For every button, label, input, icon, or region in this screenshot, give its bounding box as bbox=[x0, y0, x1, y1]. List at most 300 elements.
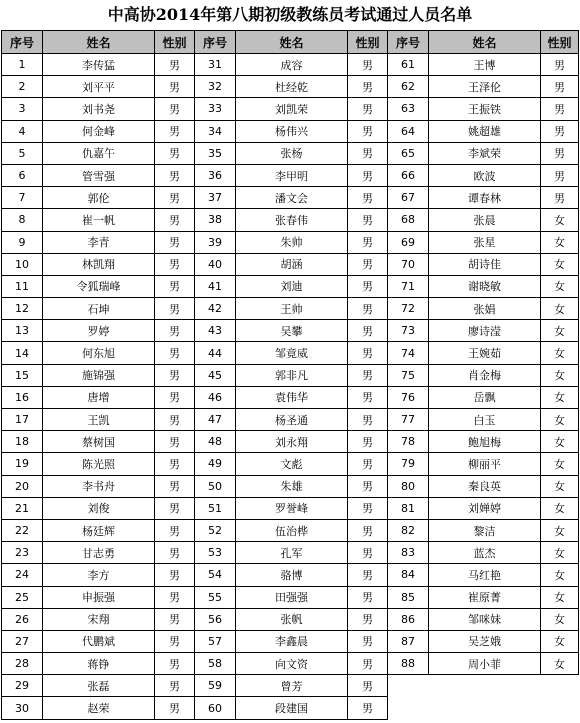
cell-no: 60 bbox=[195, 697, 236, 719]
cell-no: 2 bbox=[2, 76, 43, 98]
cell-no: 86 bbox=[388, 608, 429, 630]
cell-name: 白玉 bbox=[429, 409, 541, 431]
cell-sex: 男 bbox=[348, 542, 388, 564]
table-row bbox=[2, 54, 579, 76]
cell-name: 胡涵 bbox=[236, 253, 348, 275]
cell-sex: 男 bbox=[348, 275, 388, 297]
cell-no: 23 bbox=[2, 542, 43, 564]
table-row bbox=[2, 275, 579, 297]
table-row bbox=[2, 409, 579, 431]
cell-no: 51 bbox=[195, 497, 236, 519]
cell-sex: 男 bbox=[541, 98, 579, 120]
cell-sex: 女 bbox=[541, 453, 579, 475]
header-sex: 性别 bbox=[348, 31, 388, 54]
cell-no: 54 bbox=[195, 564, 236, 586]
cell-no: 77 bbox=[388, 409, 429, 431]
cell-sex: 男 bbox=[348, 76, 388, 98]
cell-name: 刘迪 bbox=[236, 275, 348, 297]
cell-sex: 女 bbox=[541, 253, 579, 275]
cell-sex: 女 bbox=[541, 364, 579, 386]
cell-sex: 女 bbox=[541, 409, 579, 431]
cell-no: 1 bbox=[2, 54, 43, 76]
cell-no: 30 bbox=[2, 697, 43, 719]
cell-no: 55 bbox=[195, 586, 236, 608]
cell-no: 43 bbox=[195, 320, 236, 342]
cell-sex: 男 bbox=[155, 386, 195, 408]
cell-no: 25 bbox=[2, 586, 43, 608]
cell-sex: 男 bbox=[348, 98, 388, 120]
cell-sex: 女 bbox=[541, 630, 579, 652]
cell-name: 马红艳 bbox=[429, 564, 541, 586]
cell-name: 刘平平 bbox=[43, 76, 155, 98]
cell-name: 赵荣 bbox=[43, 697, 155, 719]
cell-sex: 男 bbox=[348, 630, 388, 652]
cell-name: 李书舟 bbox=[43, 475, 155, 497]
cell-name: 蔡树国 bbox=[43, 431, 155, 453]
table-row bbox=[2, 76, 579, 98]
cell-no: 85 bbox=[388, 586, 429, 608]
cell-name: 李方 bbox=[43, 564, 155, 586]
cell-no: 34 bbox=[195, 120, 236, 142]
cell-sex: 男 bbox=[348, 187, 388, 209]
cell-name: 岳飘 bbox=[429, 386, 541, 408]
cell-sex: 男 bbox=[348, 519, 388, 541]
cell-name: 李斌荣 bbox=[429, 142, 541, 164]
cell-name: 刘婵婷 bbox=[429, 497, 541, 519]
cell-name: 王婉茹 bbox=[429, 342, 541, 364]
cell-no: 58 bbox=[195, 653, 236, 675]
cell-sex: 女 bbox=[541, 231, 579, 253]
cell-sex: 男 bbox=[541, 142, 579, 164]
cell-no: 12 bbox=[2, 298, 43, 320]
cell-sex: 男 bbox=[155, 164, 195, 186]
table-row bbox=[2, 320, 579, 342]
cell-no: 9 bbox=[2, 231, 43, 253]
cell-name: 唐增 bbox=[43, 386, 155, 408]
cell-no: 46 bbox=[195, 386, 236, 408]
cell-name: 张杨 bbox=[236, 142, 348, 164]
cell-name: 施锦强 bbox=[43, 364, 155, 386]
cell-no: 61 bbox=[388, 54, 429, 76]
cell-name: 崔原菁 bbox=[429, 586, 541, 608]
cell-sex: 男 bbox=[155, 275, 195, 297]
cell-name: 吴芝娥 bbox=[429, 630, 541, 652]
table-row bbox=[2, 697, 579, 719]
cell-sex: 男 bbox=[348, 253, 388, 275]
cell-sex: 女 bbox=[541, 342, 579, 364]
cell-name: 刘永翔 bbox=[236, 431, 348, 453]
empty-cell bbox=[388, 697, 579, 719]
cell-no: 15 bbox=[2, 364, 43, 386]
cell-name: 成容 bbox=[236, 54, 348, 76]
cell-no: 27 bbox=[2, 630, 43, 652]
cell-name: 向文资 bbox=[236, 653, 348, 675]
cell-sex: 男 bbox=[155, 209, 195, 231]
cell-sex: 男 bbox=[155, 453, 195, 475]
cell-name: 潘文会 bbox=[236, 187, 348, 209]
cell-no: 19 bbox=[2, 453, 43, 475]
table-row bbox=[2, 630, 579, 652]
cell-no: 20 bbox=[2, 475, 43, 497]
table-row bbox=[2, 453, 579, 475]
cell-no: 16 bbox=[2, 386, 43, 408]
cell-no: 33 bbox=[195, 98, 236, 120]
cell-no: 79 bbox=[388, 453, 429, 475]
cell-no: 49 bbox=[195, 453, 236, 475]
cell-name: 刘俊 bbox=[43, 497, 155, 519]
cell-name: 张磊 bbox=[43, 675, 155, 697]
cell-no: 37 bbox=[195, 187, 236, 209]
cell-no: 52 bbox=[195, 519, 236, 541]
cell-no: 5 bbox=[2, 142, 43, 164]
cell-sex: 男 bbox=[155, 364, 195, 386]
cell-sex: 女 bbox=[541, 475, 579, 497]
page-title: 中高协2014年第八期初级教练员考试通过人员名单 bbox=[107, 5, 473, 24]
cell-no: 87 bbox=[388, 630, 429, 652]
table-row bbox=[2, 564, 579, 586]
cell-name: 曾芳 bbox=[236, 675, 348, 697]
cell-name: 罗婷 bbox=[43, 320, 155, 342]
table-row bbox=[2, 497, 579, 519]
cell-no: 65 bbox=[388, 142, 429, 164]
cell-sex: 男 bbox=[348, 164, 388, 186]
cell-sex: 男 bbox=[155, 320, 195, 342]
cell-sex: 男 bbox=[348, 475, 388, 497]
cell-no: 81 bbox=[388, 497, 429, 519]
cell-no: 59 bbox=[195, 675, 236, 697]
header-name: 姓名 bbox=[236, 31, 348, 54]
cell-no: 78 bbox=[388, 431, 429, 453]
cell-name: 罗誉峰 bbox=[236, 497, 348, 519]
cell-name: 杨廷辉 bbox=[43, 519, 155, 541]
cell-sex: 男 bbox=[155, 608, 195, 630]
cell-sex: 男 bbox=[155, 54, 195, 76]
cell-name: 何金峰 bbox=[43, 120, 155, 142]
cell-sex: 男 bbox=[155, 675, 195, 697]
cell-name: 王博 bbox=[429, 54, 541, 76]
header-no: 序号 bbox=[2, 31, 43, 54]
header-sex: 性别 bbox=[155, 31, 195, 54]
cell-no: 82 bbox=[388, 519, 429, 541]
cell-name: 仇嘉午 bbox=[43, 142, 155, 164]
cell-name: 张星 bbox=[429, 231, 541, 253]
cell-no: 69 bbox=[388, 231, 429, 253]
cell-name: 何东旭 bbox=[43, 342, 155, 364]
cell-sex: 女 bbox=[541, 386, 579, 408]
cell-sex: 男 bbox=[155, 586, 195, 608]
table-row bbox=[2, 231, 579, 253]
cell-name: 甘志勇 bbox=[43, 542, 155, 564]
cell-sex: 男 bbox=[348, 298, 388, 320]
cell-sex: 男 bbox=[348, 120, 388, 142]
cell-name: 秦良英 bbox=[429, 475, 541, 497]
cell-sex: 男 bbox=[541, 164, 579, 186]
cell-sex: 男 bbox=[155, 231, 195, 253]
table-row bbox=[2, 120, 579, 142]
cell-no: 18 bbox=[2, 431, 43, 453]
cell-name: 李传猛 bbox=[43, 54, 155, 76]
cell-name: 鲍旭梅 bbox=[429, 431, 541, 453]
cell-name: 柳丽平 bbox=[429, 453, 541, 475]
cell-sex: 女 bbox=[541, 608, 579, 630]
cell-sex: 男 bbox=[348, 364, 388, 386]
cell-no: 83 bbox=[388, 542, 429, 564]
cell-no: 42 bbox=[195, 298, 236, 320]
table-row bbox=[2, 542, 579, 564]
cell-name: 李青 bbox=[43, 231, 155, 253]
cell-no: 66 bbox=[388, 164, 429, 186]
cell-no: 88 bbox=[388, 653, 429, 675]
cell-no: 7 bbox=[2, 187, 43, 209]
header-no: 序号 bbox=[388, 31, 429, 54]
cell-no: 4 bbox=[2, 120, 43, 142]
cell-sex: 男 bbox=[155, 76, 195, 98]
table-row bbox=[2, 209, 579, 231]
table-row bbox=[2, 386, 579, 408]
cell-sex: 男 bbox=[155, 409, 195, 431]
cell-no: 17 bbox=[2, 409, 43, 431]
cell-name: 石坤 bbox=[43, 298, 155, 320]
cell-name: 孔军 bbox=[236, 542, 348, 564]
cell-name: 王凯 bbox=[43, 409, 155, 431]
table-row bbox=[2, 431, 579, 453]
cell-sex: 男 bbox=[541, 76, 579, 98]
cell-sex: 男 bbox=[155, 98, 195, 120]
cell-no: 80 bbox=[388, 475, 429, 497]
cell-no: 74 bbox=[388, 342, 429, 364]
cell-no: 31 bbox=[195, 54, 236, 76]
cell-sex: 女 bbox=[541, 653, 579, 675]
cell-sex: 男 bbox=[348, 409, 388, 431]
header-row bbox=[2, 31, 579, 54]
cell-no: 62 bbox=[388, 76, 429, 98]
cell-sex: 男 bbox=[348, 608, 388, 630]
cell-sex: 男 bbox=[155, 653, 195, 675]
cell-no: 84 bbox=[388, 564, 429, 586]
cell-no: 64 bbox=[388, 120, 429, 142]
roster-body bbox=[2, 54, 579, 720]
cell-no: 29 bbox=[2, 675, 43, 697]
cell-sex: 男 bbox=[155, 298, 195, 320]
cell-no: 53 bbox=[195, 542, 236, 564]
cell-name: 朱雄 bbox=[236, 475, 348, 497]
cell-name: 张娟 bbox=[429, 298, 541, 320]
cell-name: 宋翔 bbox=[43, 608, 155, 630]
cell-sex: 女 bbox=[541, 275, 579, 297]
cell-no: 45 bbox=[195, 364, 236, 386]
cell-sex: 男 bbox=[348, 653, 388, 675]
cell-no: 40 bbox=[195, 253, 236, 275]
cell-name: 欧波 bbox=[429, 164, 541, 186]
header-sex: 性别 bbox=[541, 31, 579, 54]
cell-no: 76 bbox=[388, 386, 429, 408]
cell-sex: 男 bbox=[348, 209, 388, 231]
cell-sex: 男 bbox=[541, 187, 579, 209]
cell-sex: 女 bbox=[541, 298, 579, 320]
cell-no: 56 bbox=[195, 608, 236, 630]
cell-no: 21 bbox=[2, 497, 43, 519]
cell-no: 39 bbox=[195, 231, 236, 253]
cell-sex: 男 bbox=[155, 564, 195, 586]
cell-name: 申振强 bbox=[43, 586, 155, 608]
table-row bbox=[2, 187, 579, 209]
cell-sex: 男 bbox=[348, 431, 388, 453]
cell-sex: 男 bbox=[541, 120, 579, 142]
cell-name: 王振铁 bbox=[429, 98, 541, 120]
cell-name: 肖金梅 bbox=[429, 364, 541, 386]
table-row bbox=[2, 519, 579, 541]
cell-name: 张帆 bbox=[236, 608, 348, 630]
cell-name: 王泽伦 bbox=[429, 76, 541, 98]
cell-sex: 男 bbox=[348, 675, 388, 697]
cell-no: 48 bbox=[195, 431, 236, 453]
cell-no: 36 bbox=[195, 164, 236, 186]
cell-name: 林凯翔 bbox=[43, 253, 155, 275]
cell-no: 28 bbox=[2, 653, 43, 675]
cell-name: 刘书尧 bbox=[43, 98, 155, 120]
cell-sex: 男 bbox=[541, 54, 579, 76]
cell-sex: 男 bbox=[155, 542, 195, 564]
cell-no: 13 bbox=[2, 320, 43, 342]
cell-name: 张晨 bbox=[429, 209, 541, 231]
cell-no: 67 bbox=[388, 187, 429, 209]
cell-name: 李甲明 bbox=[236, 164, 348, 186]
cell-no: 50 bbox=[195, 475, 236, 497]
cell-no: 68 bbox=[388, 209, 429, 231]
cell-sex: 男 bbox=[348, 231, 388, 253]
cell-no: 72 bbox=[388, 298, 429, 320]
cell-name: 谢晓敏 bbox=[429, 275, 541, 297]
cell-name: 周小菲 bbox=[429, 653, 541, 675]
table-row bbox=[2, 298, 579, 320]
cell-name: 黎洁 bbox=[429, 519, 541, 541]
cell-name: 文彪 bbox=[236, 453, 348, 475]
cell-no: 38 bbox=[195, 209, 236, 231]
cell-sex: 女 bbox=[541, 586, 579, 608]
empty-cell bbox=[388, 675, 579, 697]
header-no: 序号 bbox=[195, 31, 236, 54]
cell-name: 蓝杰 bbox=[429, 542, 541, 564]
cell-sex: 男 bbox=[155, 697, 195, 719]
cell-no: 75 bbox=[388, 364, 429, 386]
table-row bbox=[2, 164, 579, 186]
cell-sex: 男 bbox=[155, 630, 195, 652]
cell-no: 57 bbox=[195, 630, 236, 652]
cell-sex: 男 bbox=[155, 142, 195, 164]
cell-name: 段建国 bbox=[236, 697, 348, 719]
cell-sex: 男 bbox=[348, 142, 388, 164]
cell-name: 骆博 bbox=[236, 564, 348, 586]
table-row bbox=[2, 142, 579, 164]
table-row bbox=[2, 342, 579, 364]
cell-name: 胡诗佳 bbox=[429, 253, 541, 275]
cell-sex: 男 bbox=[348, 586, 388, 608]
cell-name: 廖诗滢 bbox=[429, 320, 541, 342]
table-row bbox=[2, 653, 579, 675]
cell-name: 蒋铮 bbox=[43, 653, 155, 675]
cell-sex: 男 bbox=[155, 342, 195, 364]
cell-no: 14 bbox=[2, 342, 43, 364]
cell-name: 杨圣通 bbox=[236, 409, 348, 431]
cell-sex: 男 bbox=[155, 120, 195, 142]
cell-no: 10 bbox=[2, 253, 43, 275]
cell-name: 郭非凡 bbox=[236, 364, 348, 386]
cell-no: 70 bbox=[388, 253, 429, 275]
cell-name: 邹咪妹 bbox=[429, 608, 541, 630]
cell-name: 王帅 bbox=[236, 298, 348, 320]
table-row bbox=[2, 475, 579, 497]
header-name: 姓名 bbox=[43, 31, 155, 54]
cell-no: 26 bbox=[2, 608, 43, 630]
cell-sex: 男 bbox=[155, 475, 195, 497]
cell-no: 24 bbox=[2, 564, 43, 586]
cell-no: 11 bbox=[2, 275, 43, 297]
cell-name: 田强强 bbox=[236, 586, 348, 608]
cell-sex: 女 bbox=[541, 431, 579, 453]
cell-sex: 男 bbox=[348, 342, 388, 364]
cell-sex: 女 bbox=[541, 542, 579, 564]
cell-sex: 男 bbox=[348, 564, 388, 586]
roster-table bbox=[1, 30, 579, 720]
cell-sex: 男 bbox=[348, 453, 388, 475]
cell-no: 71 bbox=[388, 275, 429, 297]
cell-sex: 女 bbox=[541, 497, 579, 519]
cell-name: 朱帅 bbox=[236, 231, 348, 253]
cell-sex: 男 bbox=[348, 54, 388, 76]
header-name: 姓名 bbox=[429, 31, 541, 54]
cell-name: 崔一帆 bbox=[43, 209, 155, 231]
cell-sex: 女 bbox=[541, 564, 579, 586]
cell-name: 谭春林 bbox=[429, 187, 541, 209]
cell-name: 杜经乾 bbox=[236, 76, 348, 98]
cell-name: 姚超雄 bbox=[429, 120, 541, 142]
cell-name: 袁伟华 bbox=[236, 386, 348, 408]
cell-no: 6 bbox=[2, 164, 43, 186]
cell-no: 3 bbox=[2, 98, 43, 120]
cell-no: 41 bbox=[195, 275, 236, 297]
cell-sex: 女 bbox=[541, 519, 579, 541]
cell-name: 陈光照 bbox=[43, 453, 155, 475]
table-row bbox=[2, 253, 579, 275]
cell-name: 刘凯荣 bbox=[236, 98, 348, 120]
cell-name: 令狐瑞峰 bbox=[43, 275, 155, 297]
cell-sex: 女 bbox=[541, 320, 579, 342]
table-row bbox=[2, 98, 579, 120]
cell-no: 32 bbox=[195, 76, 236, 98]
table-row bbox=[2, 364, 579, 386]
cell-no: 47 bbox=[195, 409, 236, 431]
cell-name: 杨伟兴 bbox=[236, 120, 348, 142]
table-row bbox=[2, 608, 579, 630]
cell-sex: 男 bbox=[155, 253, 195, 275]
cell-name: 管雪强 bbox=[43, 164, 155, 186]
cell-name: 代鹏斌 bbox=[43, 630, 155, 652]
cell-no: 44 bbox=[195, 342, 236, 364]
cell-sex: 女 bbox=[541, 209, 579, 231]
cell-no: 35 bbox=[195, 142, 236, 164]
cell-name: 李鑫晨 bbox=[236, 630, 348, 652]
cell-name: 张春伟 bbox=[236, 209, 348, 231]
cell-no: 22 bbox=[2, 519, 43, 541]
table-row bbox=[2, 675, 579, 697]
cell-no: 73 bbox=[388, 320, 429, 342]
cell-sex: 男 bbox=[155, 187, 195, 209]
cell-sex: 男 bbox=[155, 497, 195, 519]
cell-name: 吴攀 bbox=[236, 320, 348, 342]
cell-sex: 男 bbox=[348, 697, 388, 719]
cell-name: 郭伦 bbox=[43, 187, 155, 209]
cell-sex: 男 bbox=[348, 497, 388, 519]
